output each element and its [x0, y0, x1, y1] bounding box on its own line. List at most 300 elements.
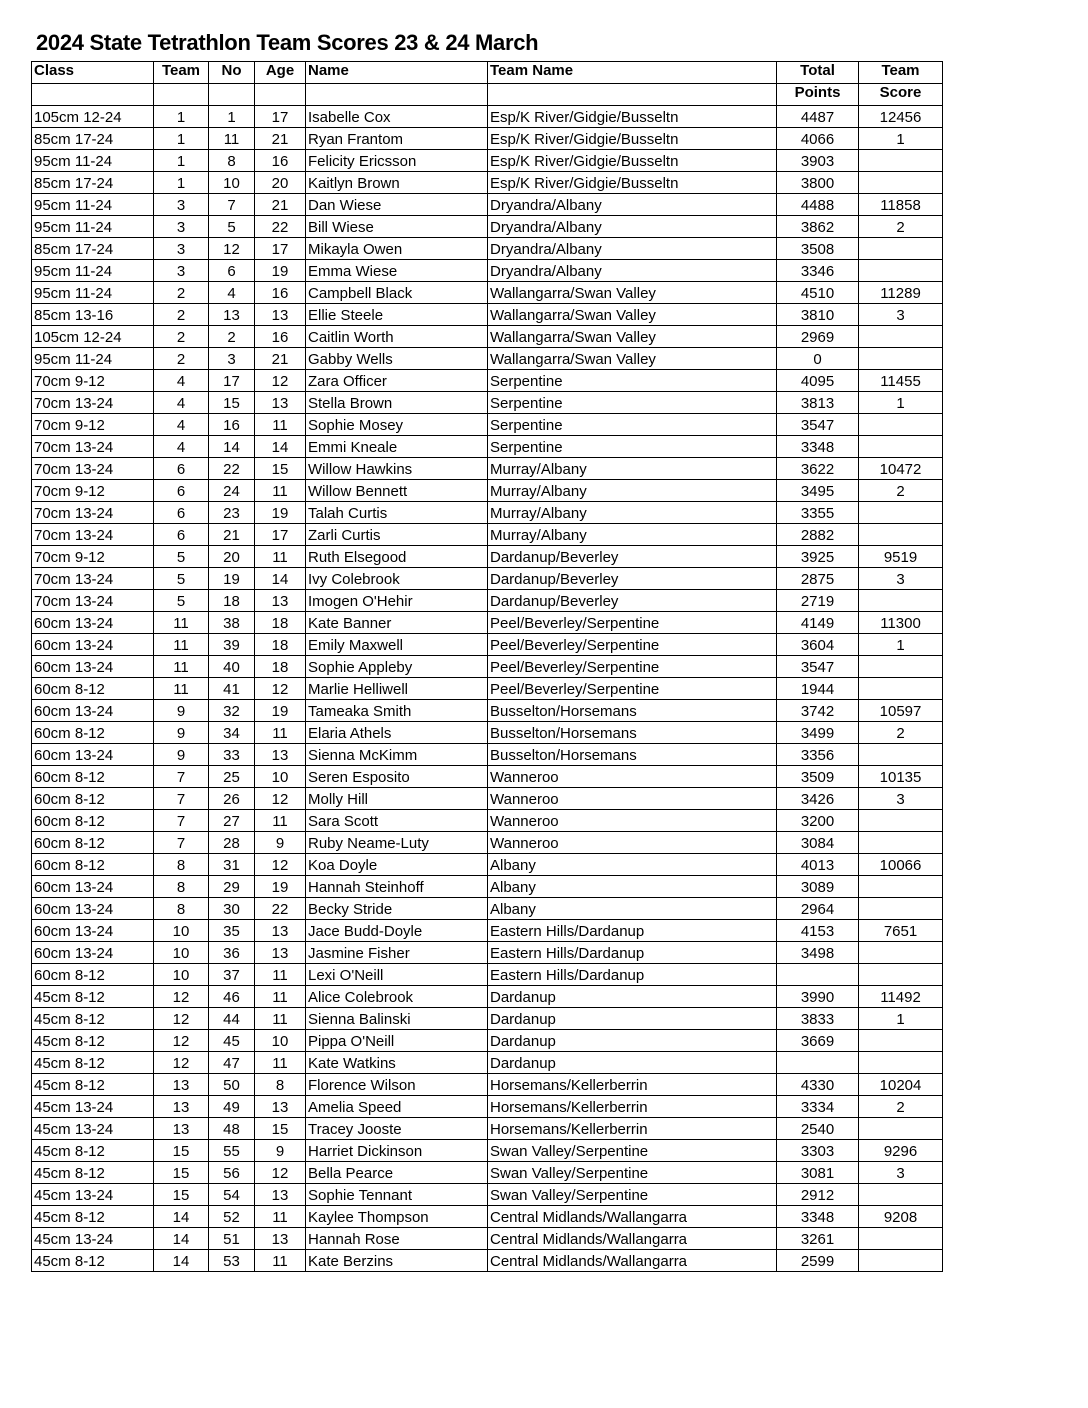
rider-number-cell: 54 — [209, 1184, 255, 1206]
total-points-cell: 3084 — [777, 832, 859, 854]
age-cell: 10 — [255, 1030, 306, 1052]
table-row — [32, 282, 943, 304]
table-row — [32, 700, 943, 722]
rider-number-cell: 41 — [209, 678, 255, 700]
team-name-cell: Swan Valley/Serpentine — [488, 1184, 777, 1206]
team-number-cell: 1 — [154, 128, 209, 150]
rider-number-cell: 51 — [209, 1228, 255, 1250]
team-score-cell: 2 — [859, 722, 943, 744]
team-score-cell — [859, 260, 943, 282]
team-number-cell: 12 — [154, 1030, 209, 1052]
team-name-cell: Horsemans/Kellerberrin — [488, 1118, 777, 1140]
rider-number-cell: 12 — [209, 238, 255, 260]
team-score-cell: 2 — [859, 216, 943, 238]
age-cell: 18 — [255, 656, 306, 678]
header-age: Age — [255, 62, 306, 84]
table-row — [32, 1250, 943, 1272]
rider-name-cell: Jace Budd-Doyle — [306, 920, 488, 942]
total-points-cell: 2540 — [777, 1118, 859, 1140]
team-score-cell — [859, 1228, 943, 1250]
team-name-cell: Eastern Hills/Dardanup — [488, 920, 777, 942]
rider-name-cell: Stella Brown — [306, 392, 488, 414]
rider-number-cell: 23 — [209, 502, 255, 524]
team-number-cell: 11 — [154, 678, 209, 700]
header-total-points-line2: Points — [777, 84, 859, 106]
team-name-cell: Wanneroo — [488, 766, 777, 788]
team-name-cell: Central Midlands/Wallangarra — [488, 1228, 777, 1250]
class-cell: 70cm 9-12 — [32, 546, 154, 568]
total-points-cell: 3509 — [777, 766, 859, 788]
team-number-cell: 12 — [154, 1052, 209, 1074]
team-score-cell — [859, 964, 943, 986]
total-points-cell: 3742 — [777, 700, 859, 722]
age-cell: 11 — [255, 1052, 306, 1074]
age-cell: 17 — [255, 524, 306, 546]
rider-number-cell: 53 — [209, 1250, 255, 1272]
rider-number-cell: 20 — [209, 546, 255, 568]
table-body — [32, 106, 943, 1272]
table-row — [32, 1140, 943, 1162]
table-row — [32, 590, 943, 612]
team-number-cell: 12 — [154, 1008, 209, 1030]
header-name: Name — [306, 62, 488, 84]
team-name-cell: Central Midlands/Wallangarra — [488, 1206, 777, 1228]
class-cell: 45cm 8-12 — [32, 1052, 154, 1074]
team-number-cell: 1 — [154, 172, 209, 194]
team-number-cell: 14 — [154, 1206, 209, 1228]
rider-number-cell: 6 — [209, 260, 255, 282]
age-cell: 22 — [255, 898, 306, 920]
total-points-cell: 4330 — [777, 1074, 859, 1096]
class-cell: 60cm 8-12 — [32, 964, 154, 986]
team-number-cell: 3 — [154, 260, 209, 282]
class-cell: 95cm 11-24 — [32, 150, 154, 172]
rider-number-cell: 16 — [209, 414, 255, 436]
team-name-cell: Albany — [488, 876, 777, 898]
team-number-cell: 5 — [154, 590, 209, 612]
rider-number-cell: 17 — [209, 370, 255, 392]
team-name-cell: Dryandra/Albany — [488, 216, 777, 238]
age-cell: 9 — [255, 1140, 306, 1162]
rider-number-cell: 44 — [209, 1008, 255, 1030]
rider-number-cell: 48 — [209, 1118, 255, 1140]
rider-number-cell: 8 — [209, 150, 255, 172]
team-name-cell: Dardanup/Beverley — [488, 568, 777, 590]
rider-number-cell: 47 — [209, 1052, 255, 1074]
table-row — [32, 216, 943, 238]
class-cell: 60cm 8-12 — [32, 722, 154, 744]
age-cell: 19 — [255, 876, 306, 898]
total-points-cell: 2719 — [777, 590, 859, 612]
team-score-cell: 7651 — [859, 920, 943, 942]
table-row — [32, 1206, 943, 1228]
class-cell: 70cm 13-24 — [32, 502, 154, 524]
rider-name-cell: Tameaka Smith — [306, 700, 488, 722]
table-row — [32, 634, 943, 656]
rider-name-cell: Seren Esposito — [306, 766, 488, 788]
team-number-cell: 11 — [154, 634, 209, 656]
table-row — [32, 172, 943, 194]
rider-name-cell: Campbell Black — [306, 282, 488, 304]
team-score-cell — [859, 810, 943, 832]
team-name-cell: Horsemans/Kellerberrin — [488, 1074, 777, 1096]
rider-number-cell: 27 — [209, 810, 255, 832]
header-blank — [32, 84, 154, 106]
team-score-cell: 1 — [859, 392, 943, 414]
rider-name-cell: Kate Watkins — [306, 1052, 488, 1074]
team-number-cell: 14 — [154, 1228, 209, 1250]
rider-name-cell: Ivy Colebrook — [306, 568, 488, 590]
rider-number-cell: 24 — [209, 480, 255, 502]
team-score-cell — [859, 172, 943, 194]
team-name-cell: Murray/Albany — [488, 502, 777, 524]
class-cell: 60cm 8-12 — [32, 810, 154, 832]
class-cell: 70cm 13-24 — [32, 392, 154, 414]
total-points-cell: 3813 — [777, 392, 859, 414]
age-cell: 11 — [255, 810, 306, 832]
rider-name-cell: Kaitlyn Brown — [306, 172, 488, 194]
rider-name-cell: Alice Colebrook — [306, 986, 488, 1008]
team-name-cell: Busselton/Horsemans — [488, 722, 777, 744]
team-name-cell: Wanneroo — [488, 810, 777, 832]
table-row — [32, 1052, 943, 1074]
class-cell: 60cm 8-12 — [32, 854, 154, 876]
team-name-cell: Dardanup — [488, 1052, 777, 1074]
age-cell: 12 — [255, 788, 306, 810]
team-number-cell: 1 — [154, 106, 209, 128]
class-cell: 45cm 13-24 — [32, 1228, 154, 1250]
rider-name-cell: Molly Hill — [306, 788, 488, 810]
table-row — [32, 1118, 943, 1140]
rider-name-cell: Bella Pearce — [306, 1162, 488, 1184]
table-row — [32, 942, 943, 964]
table-row — [32, 414, 943, 436]
total-points-cell: 3903 — [777, 150, 859, 172]
total-points-cell: 3833 — [777, 1008, 859, 1030]
class-cell: 60cm 8-12 — [32, 766, 154, 788]
total-points-cell: 2875 — [777, 568, 859, 590]
rider-name-cell: Imogen O'Hehir — [306, 590, 488, 612]
team-score-cell: 11455 — [859, 370, 943, 392]
rider-name-cell: Ruth Elsegood — [306, 546, 488, 568]
team-number-cell: 2 — [154, 326, 209, 348]
team-score-cell — [859, 744, 943, 766]
rider-number-cell: 14 — [209, 436, 255, 458]
team-score-cell — [859, 414, 943, 436]
team-name-cell: Serpentine — [488, 370, 777, 392]
team-number-cell: 8 — [154, 898, 209, 920]
table-row — [32, 150, 943, 172]
team-name-cell: Dryandra/Albany — [488, 238, 777, 260]
total-points-cell — [777, 1052, 859, 1074]
team-name-cell: Dardanup — [488, 1030, 777, 1052]
team-score-cell: 11492 — [859, 986, 943, 1008]
rider-name-cell: Ellie Steele — [306, 304, 488, 326]
rider-name-cell: Caitlin Worth — [306, 326, 488, 348]
age-cell: 19 — [255, 700, 306, 722]
team-score-cell: 3 — [859, 568, 943, 590]
rider-number-cell: 22 — [209, 458, 255, 480]
rider-number-cell: 33 — [209, 744, 255, 766]
total-points-cell: 4066 — [777, 128, 859, 150]
total-points-cell: 3547 — [777, 414, 859, 436]
age-cell: 21 — [255, 128, 306, 150]
rider-name-cell: Sara Scott — [306, 810, 488, 832]
team-score-cell — [859, 502, 943, 524]
total-points-cell: 3499 — [777, 722, 859, 744]
team-number-cell: 4 — [154, 392, 209, 414]
table-row — [32, 1184, 943, 1206]
class-cell: 45cm 8-12 — [32, 1030, 154, 1052]
rider-name-cell: Talah Curtis — [306, 502, 488, 524]
team-name-cell: Serpentine — [488, 392, 777, 414]
team-score-cell — [859, 832, 943, 854]
table-row — [32, 788, 943, 810]
rider-name-cell: Amelia Speed — [306, 1096, 488, 1118]
table-row — [32, 832, 943, 854]
rider-number-cell: 45 — [209, 1030, 255, 1052]
total-points-cell: 3925 — [777, 546, 859, 568]
age-cell: 12 — [255, 370, 306, 392]
team-score-cell: 3 — [859, 788, 943, 810]
age-cell: 15 — [255, 1118, 306, 1140]
team-number-cell: 3 — [154, 194, 209, 216]
team-score-cell: 10472 — [859, 458, 943, 480]
team-score-cell — [859, 590, 943, 612]
total-points-cell: 4095 — [777, 370, 859, 392]
age-cell: 17 — [255, 238, 306, 260]
total-points-cell: 4487 — [777, 106, 859, 128]
rider-number-cell: 26 — [209, 788, 255, 810]
class-cell: 60cm 13-24 — [32, 920, 154, 942]
age-cell: 13 — [255, 590, 306, 612]
age-cell: 11 — [255, 722, 306, 744]
team-number-cell: 7 — [154, 766, 209, 788]
table-row — [32, 656, 943, 678]
rider-number-cell: 3 — [209, 348, 255, 370]
age-cell: 22 — [255, 216, 306, 238]
table-header — [32, 62, 943, 106]
team-name-cell: Murray/Albany — [488, 458, 777, 480]
team-number-cell: 2 — [154, 348, 209, 370]
rider-number-cell: 52 — [209, 1206, 255, 1228]
team-name-cell: Wallangarra/Swan Valley — [488, 348, 777, 370]
team-score-cell: 10597 — [859, 700, 943, 722]
age-cell: 13 — [255, 920, 306, 942]
class-cell: 95cm 11-24 — [32, 194, 154, 216]
team-score-cell — [859, 436, 943, 458]
team-name-cell: Eastern Hills/Dardanup — [488, 964, 777, 986]
team-number-cell: 8 — [154, 854, 209, 876]
team-name-cell: Busselton/Horsemans — [488, 700, 777, 722]
team-score-cell: 2 — [859, 480, 943, 502]
rider-number-cell: 46 — [209, 986, 255, 1008]
team-number-cell: 2 — [154, 282, 209, 304]
class-cell: 70cm 9-12 — [32, 370, 154, 392]
team-name-cell: Esp/K River/Gidgie/Busseltn — [488, 106, 777, 128]
table-row — [32, 1030, 943, 1052]
team-score-cell: 9208 — [859, 1206, 943, 1228]
total-points-cell: 4149 — [777, 612, 859, 634]
age-cell: 17 — [255, 106, 306, 128]
age-cell: 13 — [255, 1184, 306, 1206]
total-points-cell: 1944 — [777, 678, 859, 700]
total-points-cell: 2969 — [777, 326, 859, 348]
table-row — [32, 238, 943, 260]
total-points-cell: 3810 — [777, 304, 859, 326]
class-cell: 45cm 8-12 — [32, 1206, 154, 1228]
age-cell: 11 — [255, 480, 306, 502]
team-name-cell: Esp/K River/Gidgie/Busseltn — [488, 150, 777, 172]
total-points-cell: 3081 — [777, 1162, 859, 1184]
rider-name-cell: Lexi O'Neill — [306, 964, 488, 986]
rider-name-cell: Ruby Neame-Luty — [306, 832, 488, 854]
table-row — [32, 480, 943, 502]
table-row — [32, 304, 943, 326]
rider-name-cell: Mikayla Owen — [306, 238, 488, 260]
class-cell: 45cm 8-12 — [32, 1140, 154, 1162]
team-score-cell: 1 — [859, 128, 943, 150]
age-cell: 13 — [255, 744, 306, 766]
class-cell: 45cm 8-12 — [32, 1162, 154, 1184]
class-cell: 60cm 13-24 — [32, 942, 154, 964]
rider-name-cell: Tracey Jooste — [306, 1118, 488, 1140]
table-row — [32, 766, 943, 788]
table-row — [32, 876, 943, 898]
rider-name-cell: Emily Maxwell — [306, 634, 488, 656]
team-number-cell: 15 — [154, 1162, 209, 1184]
team-name-cell: Serpentine — [488, 414, 777, 436]
age-cell: 20 — [255, 172, 306, 194]
team-score-cell: 11858 — [859, 194, 943, 216]
age-cell: 11 — [255, 964, 306, 986]
team-name-cell: Peel/Beverley/Serpentine — [488, 612, 777, 634]
table-row — [32, 458, 943, 480]
class-cell: 45cm 8-12 — [32, 986, 154, 1008]
class-cell: 45cm 8-12 — [32, 1008, 154, 1030]
rider-number-cell: 21 — [209, 524, 255, 546]
rider-name-cell: Emmi Kneale — [306, 436, 488, 458]
team-name-cell: Wallangarra/Swan Valley — [488, 326, 777, 348]
total-points-cell: 3426 — [777, 788, 859, 810]
team-number-cell: 11 — [154, 612, 209, 634]
age-cell: 11 — [255, 1250, 306, 1272]
age-cell: 16 — [255, 326, 306, 348]
total-points-cell: 3508 — [777, 238, 859, 260]
rider-name-cell: Koa Doyle — [306, 854, 488, 876]
header-team: Team — [154, 62, 209, 84]
total-points-cell: 3346 — [777, 260, 859, 282]
class-cell: 95cm 11-24 — [32, 260, 154, 282]
team-number-cell: 7 — [154, 832, 209, 854]
rider-number-cell: 55 — [209, 1140, 255, 1162]
table-row — [32, 260, 943, 282]
team-score-cell: 2 — [859, 1096, 943, 1118]
rider-name-cell: Jasmine Fisher — [306, 942, 488, 964]
total-points-cell: 3800 — [777, 172, 859, 194]
header-blank — [255, 84, 306, 106]
team-number-cell: 5 — [154, 568, 209, 590]
team-score-cell: 10204 — [859, 1074, 943, 1096]
class-cell: 95cm 11-24 — [32, 216, 154, 238]
team-score-cell — [859, 1118, 943, 1140]
rider-number-cell: 34 — [209, 722, 255, 744]
team-name-cell: Dardanup/Beverley — [488, 546, 777, 568]
rider-number-cell: 19 — [209, 568, 255, 590]
age-cell: 14 — [255, 568, 306, 590]
table-row — [32, 546, 943, 568]
team-score-cell — [859, 1030, 943, 1052]
rider-name-cell: Bill Wiese — [306, 216, 488, 238]
age-cell: 10 — [255, 766, 306, 788]
rider-number-cell: 1 — [209, 106, 255, 128]
age-cell: 11 — [255, 1206, 306, 1228]
class-cell: 60cm 13-24 — [32, 700, 154, 722]
team-name-cell: Horsemans/Kellerberrin — [488, 1096, 777, 1118]
class-cell: 85cm 17-24 — [32, 238, 154, 260]
class-cell: 45cm 13-24 — [32, 1184, 154, 1206]
total-points-cell — [777, 964, 859, 986]
team-name-cell: Wanneroo — [488, 788, 777, 810]
age-cell: 14 — [255, 436, 306, 458]
rider-number-cell: 29 — [209, 876, 255, 898]
table-row — [32, 612, 943, 634]
table-row — [32, 370, 943, 392]
table-row — [32, 392, 943, 414]
team-score-cell: 3 — [859, 304, 943, 326]
page-title: 2024 State Tetrathlon Team Scores 23 & 24 March — [36, 30, 539, 55]
class-cell: 85cm 17-24 — [32, 172, 154, 194]
table-row — [32, 1162, 943, 1184]
team-number-cell: 3 — [154, 238, 209, 260]
age-cell: 13 — [255, 1096, 306, 1118]
class-cell: 85cm 17-24 — [32, 128, 154, 150]
team-name-cell: Murray/Albany — [488, 480, 777, 502]
rider-number-cell: 4 — [209, 282, 255, 304]
total-points-cell: 3862 — [777, 216, 859, 238]
team-number-cell: 9 — [154, 722, 209, 744]
rider-name-cell: Florence Wilson — [306, 1074, 488, 1096]
rider-number-cell: 32 — [209, 700, 255, 722]
team-score-cell: 3 — [859, 1162, 943, 1184]
rider-name-cell: Gabby Wells — [306, 348, 488, 370]
team-name-cell: Albany — [488, 854, 777, 876]
team-score-cell — [859, 656, 943, 678]
class-cell: 70cm 9-12 — [32, 414, 154, 436]
rider-number-cell: 36 — [209, 942, 255, 964]
header-class: Class — [32, 62, 154, 84]
team-number-cell: 10 — [154, 942, 209, 964]
age-cell: 13 — [255, 392, 306, 414]
team-number-cell: 10 — [154, 920, 209, 942]
team-name-cell: Wanneroo — [488, 832, 777, 854]
team-score-cell — [859, 238, 943, 260]
table-row — [32, 810, 943, 832]
rider-name-cell: Isabelle Cox — [306, 106, 488, 128]
total-points-cell: 3334 — [777, 1096, 859, 1118]
total-points-cell: 3356 — [777, 744, 859, 766]
table-row — [32, 348, 943, 370]
team-score-cell — [859, 678, 943, 700]
table-row — [32, 920, 943, 942]
rider-name-cell: Zara Officer — [306, 370, 488, 392]
table-row — [32, 1228, 943, 1250]
team-score-cell: 11300 — [859, 612, 943, 634]
team-number-cell: 9 — [154, 744, 209, 766]
team-name-cell: Wallangarra/Swan Valley — [488, 282, 777, 304]
class-cell: 60cm 13-24 — [32, 876, 154, 898]
team-score-cell: 12456 — [859, 106, 943, 128]
